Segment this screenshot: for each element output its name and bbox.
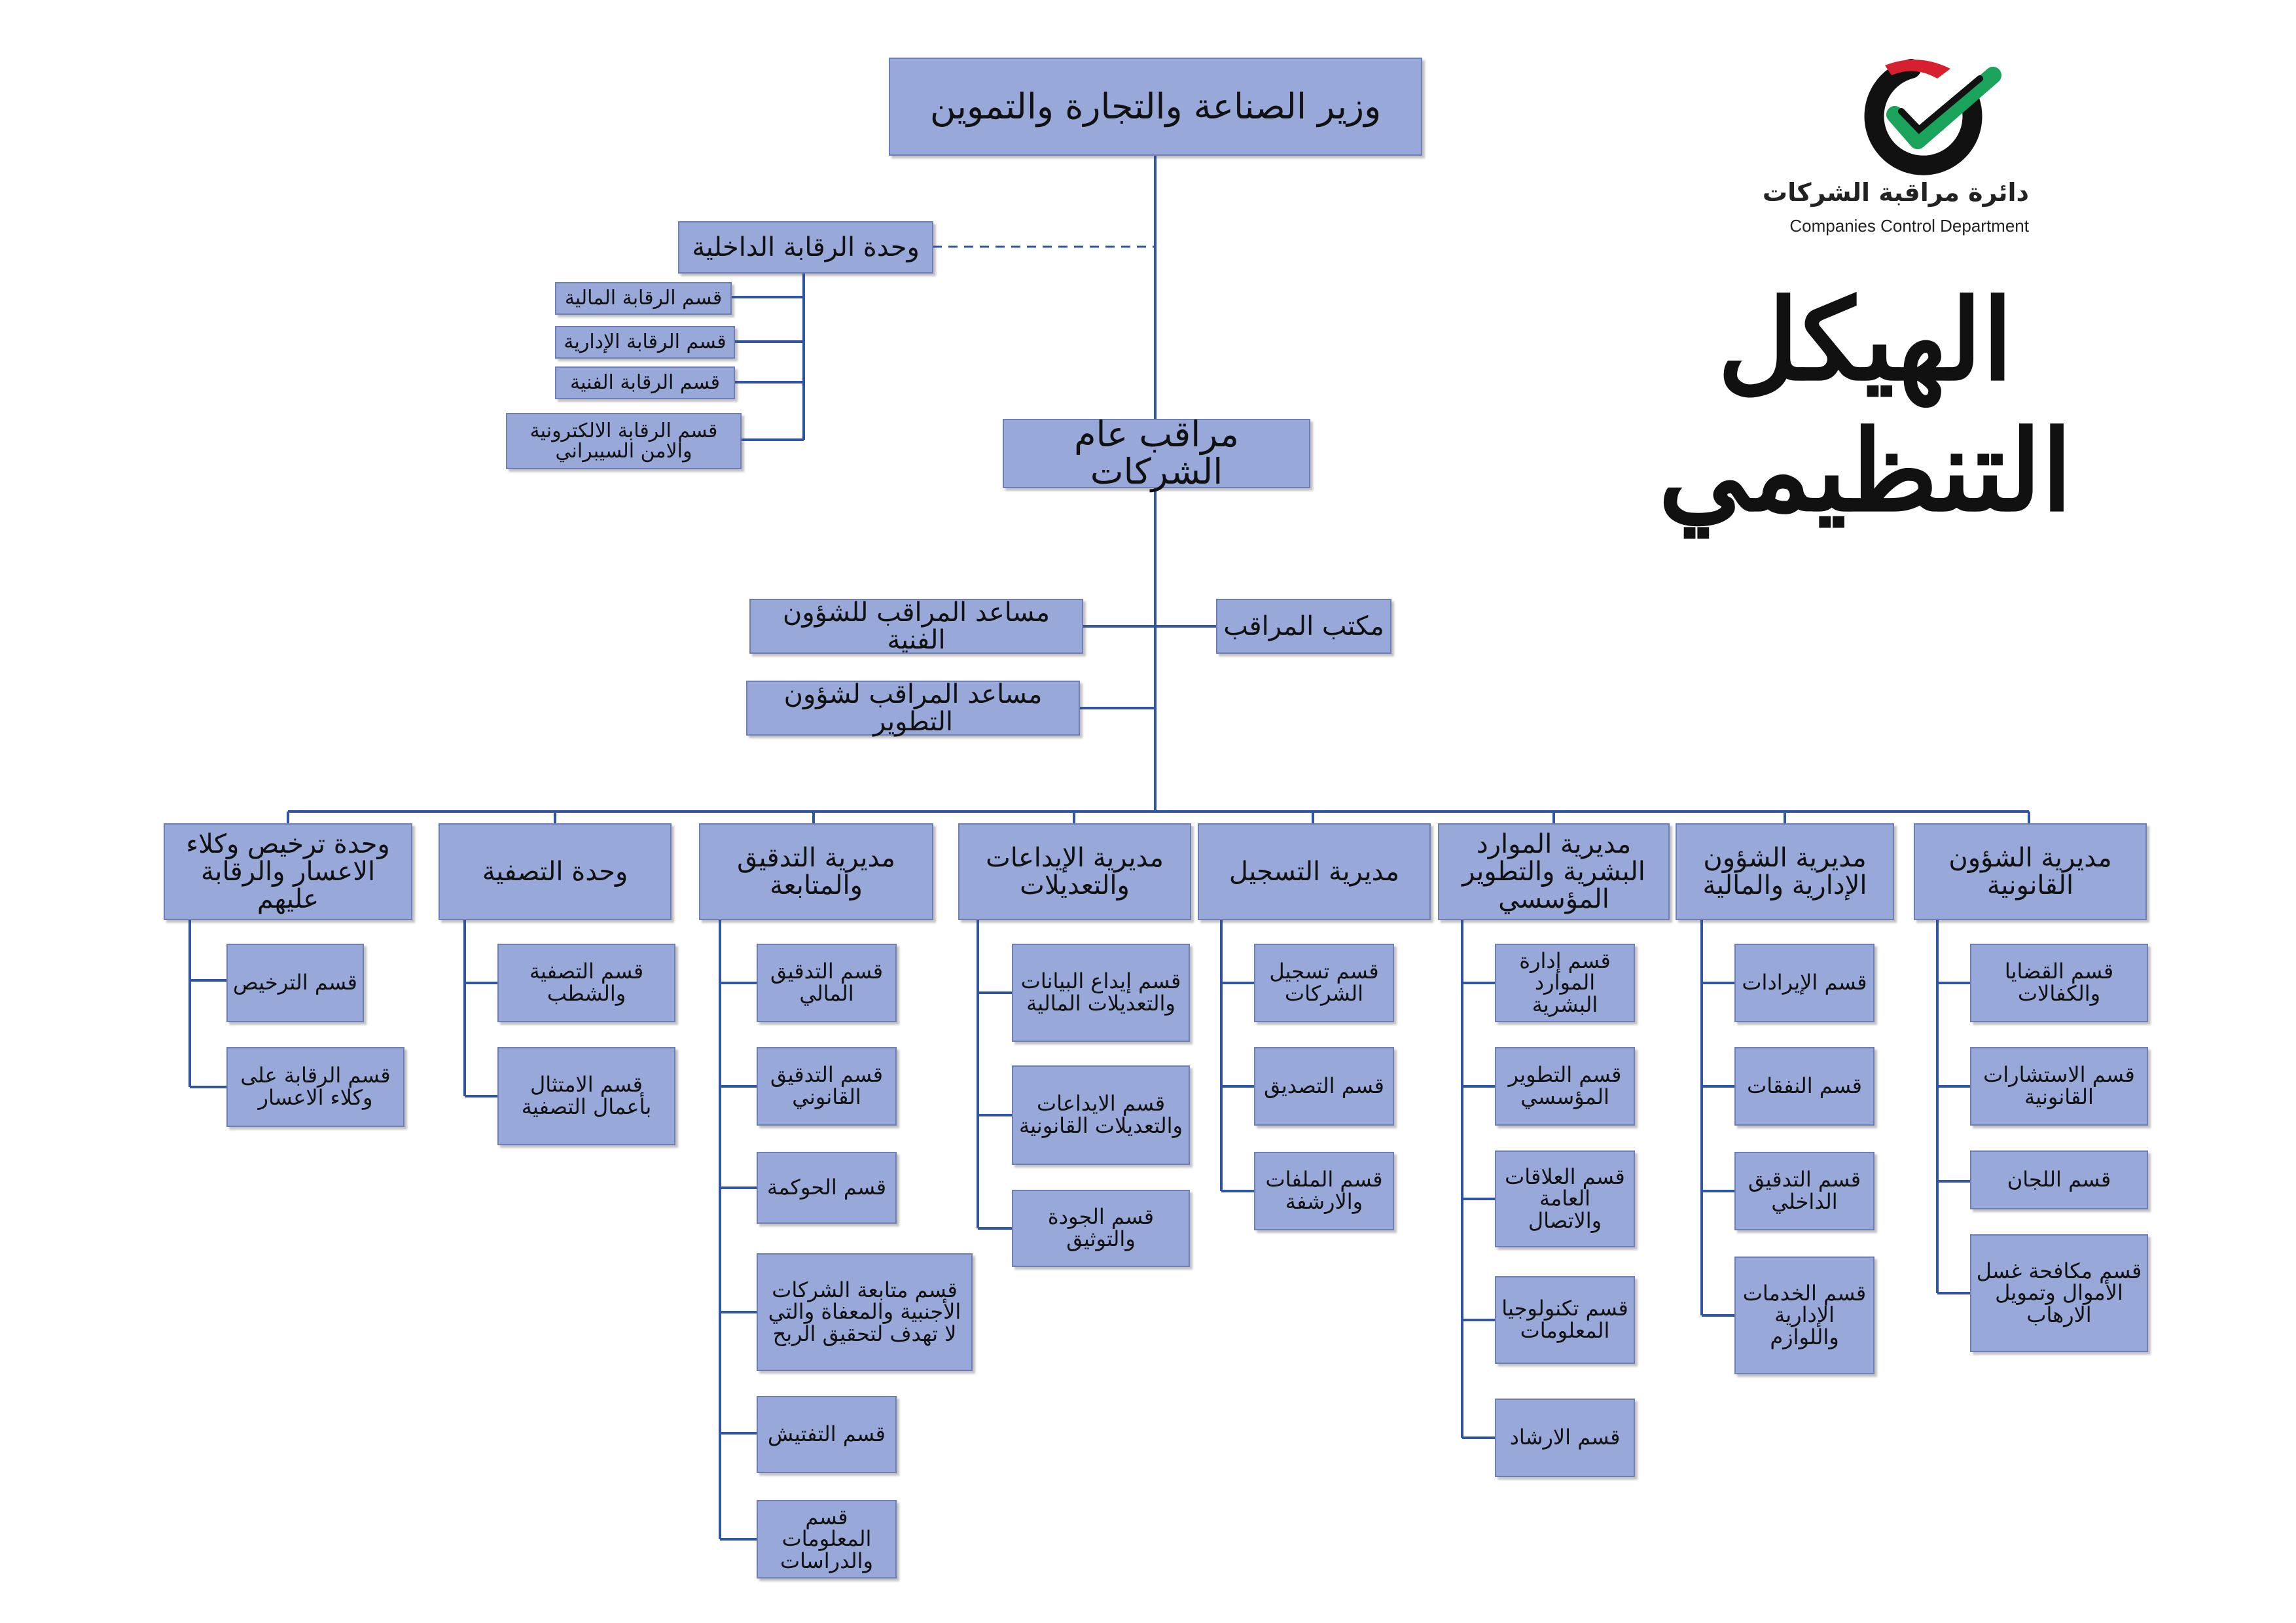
section-box: قسم الحوكمة (757, 1152, 897, 1224)
section-box: قسم إيداع البيانات والتعديلات المالية (1012, 944, 1190, 1042)
section-box: قسم اللجان (1970, 1150, 2148, 1209)
logo-name-en: Companies Control Department (1789, 216, 2029, 236)
section-box: قسم الاستشارات القانونية (1970, 1047, 2148, 1126)
directorate-hr-box: مديرية الموارد البشرية والتطوير المؤسسي (1438, 823, 1670, 920)
internal-audit-section-box: قسم الرقابة الفنية (555, 366, 735, 399)
directorate-audit-box: مديرية التدقيق والمتابعة (699, 823, 933, 920)
section-box: قسم التدقيق الداخلي (1734, 1152, 1874, 1230)
section-box: قسم التفتيش (757, 1396, 897, 1473)
directorate-legal-box: مديرية الشؤون القانونية (1914, 823, 2147, 920)
section-box: قسم التصديق (1254, 1047, 1394, 1126)
section-box: قسم متابعة الشركات الأجنبية والمعفاة والتي لا تهدف لتحقيق الربح (757, 1253, 973, 1371)
section-box: قسم تكنولوجيا المعلومات (1495, 1276, 1635, 1364)
section-box: قسم الترخيص (226, 944, 364, 1022)
section-box: قسم العلاقات العامة والاتصال (1495, 1150, 1635, 1247)
logo-name-ar: دائرة مراقبة الشركات (1762, 178, 2029, 207)
section-box: قسم المعلومات والدراسات (757, 1500, 897, 1578)
internal-audit-section-box: قسم الرقابة المالية (555, 282, 732, 315)
directorate-filings-box: مديرية الإيداعات والتعديلات (958, 823, 1191, 920)
section-box: قسم إدارة الموارد البشرية (1495, 944, 1635, 1022)
section-box: قسم مكافحة غسل الأموال وتمويل الارهاب (1970, 1234, 2148, 1352)
section-box: قسم الإيرادات (1734, 944, 1874, 1022)
unit-insolvency-licensing-box: وحدة ترخيص وكلاء الاعسار والرقابة عليهم (164, 823, 412, 920)
section-box: قسم القضايا والكفالات (1970, 944, 2148, 1022)
directorate-admin-finance-box: مديرية الشؤون الإدارية والمالية (1676, 823, 1894, 920)
section-box: قسم التصفية والشطب (497, 944, 675, 1022)
controller-office-box: مكتب المراقب (1216, 599, 1391, 654)
section-box: قسم الجودة والتوثيق (1012, 1190, 1190, 1267)
section-box: قسم التدقيق المالي (757, 944, 897, 1022)
section-box: قسم الرقابة على وكلاء الاعسار (226, 1047, 404, 1127)
internal-audit-section-box: قسم الرقابة الالكترونية والامن السيبراني (506, 413, 742, 469)
directorate-registration-box: مديرية التسجيل (1198, 823, 1431, 920)
controller-general-box: مراقب عام الشركات (1003, 419, 1310, 488)
section-box: قسم الملفات والارشفة (1254, 1152, 1394, 1230)
internal-audit-section-box: قسم الرقابة الإدارية (555, 326, 735, 359)
assistant-development-box: مساعد المراقب لشؤون التطوير (746, 681, 1080, 736)
section-box: قسم الايداعات والتعديلات القانونية (1012, 1065, 1190, 1165)
unit-liquidation-box: وحدة التصفية (439, 823, 672, 920)
section-box: قسم التدقيق القانوني (757, 1047, 897, 1126)
section-box: قسم النفقات (1734, 1047, 1874, 1126)
section-box: قسم الخدمات الإدارية واللوازم (1734, 1257, 1874, 1374)
section-box: قسم الارشاد (1495, 1399, 1635, 1477)
section-box: قسم التطوير المؤسسي (1495, 1047, 1635, 1126)
section-box: قسم تسجيل الشركات (1254, 944, 1394, 1022)
companies-control-logo-icon (1839, 52, 2003, 177)
internal-audit-unit-box: وحدة الرقابة الداخلية (678, 221, 933, 274)
section-box: قسم الامتثال بأعمال التصفية (497, 1047, 675, 1145)
page-title: الهيكل التنظيمي (1658, 275, 2073, 537)
minister-box: وزير الصناعة والتجارة والتموين (889, 58, 1422, 156)
assistant-technical-box: مساعد المراقب للشؤون الفنية (749, 599, 1083, 654)
